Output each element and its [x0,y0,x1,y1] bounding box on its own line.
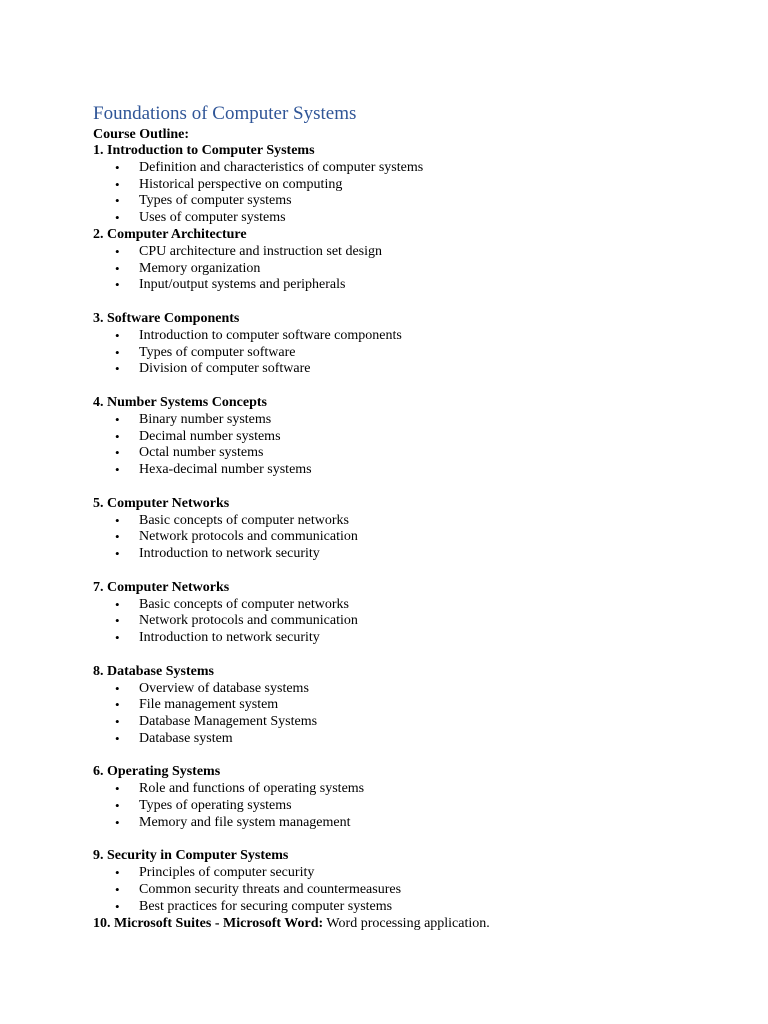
list-item: • CPU architecture and instruction set design [115,243,382,259]
course-outline-label: Course Outline: [93,127,190,142]
list-item: • Historical perspective on computing [115,176,343,192]
section-9 [93,848,733,915]
list-item: • Decimal number systems [115,428,281,444]
list-item: • Network protocols and communication [115,613,358,629]
list-item: • Memory organization [115,260,261,276]
bullet-list [93,513,733,563]
list-item: • Principles of computer security [115,865,315,881]
bullet-icon: • [115,865,120,881]
document-page [93,102,733,932]
bullet-icon: • [115,411,120,427]
list-item: • Basic concepts of computer networks [115,596,349,612]
list-item: • Input/output systems and peripherals [115,277,346,293]
list-item: • Basic concepts of computer networks [115,512,349,528]
bullet-icon: • [115,814,120,830]
section-4 [93,395,733,479]
list-item: • Database Management Systems [115,714,318,730]
list-item: • Types of operating systems [115,798,292,814]
bullet-icon: • [115,697,120,713]
section-8 [93,664,733,748]
microsoft-suites-description: Word processing application. [323,915,490,931]
bullet-list [93,781,733,831]
bullet-icon: • [115,882,120,898]
bullet-icon: • [115,361,120,377]
bullet-list [93,244,733,294]
list-item: • Introduction to network security [115,630,320,646]
bullet-icon: • [115,159,120,175]
bullet-list [93,597,733,647]
list-item: • Definition and characteristics of computer systems [115,159,424,175]
list-item: • Memory and file system management [115,814,351,830]
section-3 [93,311,733,378]
bullet-icon: • [115,210,120,226]
bullet-icon: • [115,344,120,360]
list-item: • Uses of computer systems [115,210,286,226]
bullet-icon: • [115,680,120,696]
list-item: • Hexa-decimal number systems [115,462,312,478]
section-heading: 9. Security in Computer Systems [93,848,289,864]
bullet-icon: • [115,781,120,797]
section-7 [93,580,733,647]
list-item: • Octal number systems [115,445,264,461]
list-item: • Binary number systems [115,411,272,427]
bullet-icon: • [115,546,120,562]
bullet-list [93,328,733,378]
bullet-icon: • [115,798,120,814]
section-heading: 1. Introduction to Computer Systems [93,143,315,158]
section-heading: 8. Database Systems [93,663,214,679]
bullet-icon: • [115,613,120,629]
bullet-icon: • [115,462,120,478]
bullet-icon: • [115,512,120,528]
list-item: • Network protocols and communication [115,529,358,545]
paragraph-spacer [93,748,733,765]
paragraph-spacer [93,832,733,849]
bullet-icon: • [115,596,120,612]
list-item: • Introduction to computer software components [115,327,402,343]
section-1 [93,143,733,227]
section-heading: 2. Computer Architecture [93,226,247,242]
list-item: • Division of computer software [115,361,311,377]
bullet-list [93,412,733,479]
bullet-icon: • [115,243,120,259]
section-2 [93,227,733,294]
bullet-list [93,160,733,227]
section-heading: 6. Operating Systems [93,764,221,780]
section-heading: 5. Computer Networks [93,495,230,511]
bullet-icon: • [115,714,120,730]
bullet-icon: • [115,260,120,276]
microsoft-suites-heading: 10. Microsoft Suites - Microsoft Word: [93,915,324,931]
list-item: • File management system [115,697,279,713]
list-item: • Overview of database systems [115,680,309,696]
list-item: • Best practices for securing computer systems [115,898,393,914]
paragraph-spacer [93,563,733,580]
list-item: • Types of computer systems [115,193,292,209]
list-item: • Common security threats and countermeasures [115,882,402,898]
list-item: • Types of computer software [115,344,296,360]
paragraph-spacer [93,479,733,496]
bullet-icon: • [115,193,120,209]
bullet-icon: • [115,730,120,746]
bullet-icon: • [115,277,120,293]
bullet-icon: • [115,428,120,444]
bullet-list [93,865,733,915]
microsoft-suites-line [93,916,733,933]
paragraph-spacer [93,647,733,664]
paragraph-spacer [93,378,733,395]
list-item: • Role and functions of operating systems [115,781,365,797]
bullet-icon: • [115,630,120,646]
document-title: Foundations of Computer Systems [93,103,357,124]
bullet-list [93,681,733,748]
list-item: • Introduction to network security [115,546,320,562]
bullet-icon: • [115,529,120,545]
section-heading: 7. Computer Networks [93,579,230,595]
bullet-icon: • [115,445,120,461]
list-item: • Database system [115,730,233,746]
section-heading: 4. Number Systems Concepts [93,394,267,410]
section-heading: 3. Software Components [93,310,240,326]
bullet-icon: • [115,898,120,914]
bullet-icon: • [115,176,120,192]
bullet-icon: • [115,327,120,343]
section-5 [93,496,733,563]
paragraph-spacer [93,294,733,311]
section-6 [93,764,733,831]
